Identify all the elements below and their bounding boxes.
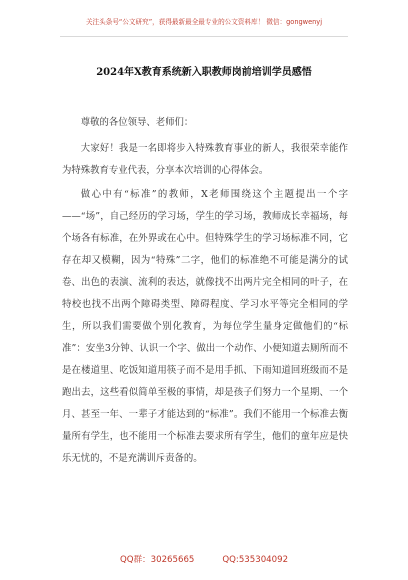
document-body [62, 112, 348, 470]
promo-header: 关注头条号“公文研究”，获得最新最全最专业的公文资料库！ 微信：gongwenyj [85, 18, 323, 26]
greeting: 尊敬的各位领导、老师们： [80, 117, 194, 128]
qq-group: QQ群：30265665 [119, 555, 195, 565]
document-title: 2024年X教育系统新入职教师岗前培训学员感悟 [96, 67, 312, 78]
paragraph-2: 做心中有“标准”的教师，X老师围绕这个主题提出一个字——“场”，自己经历的学习场，学生的学习场，教师成长幸福场，每个场各有标准，在外界或在心中。但特殊学生的学习场标准不同，它存在却又模糊，因为“特殊”二字，他们的标准绝不可能是满分的试卷、出色的表演、流利的表达，就像找不出两片完全相同的叶子，在特校也找不出两个障碍类型、障碍程度、学习水平等完全相同的学生，所以我们需要做个别化教育，为每位学生量身定做他们的“标准”：安坐3分钟、认识一个字、做出一个动作、小便知道去厕所而不是在楼道里、吃饭知道用筷子而不是用手抓、下雨知道回班级而不是跑出去，这些看似简单至极的事情，却是孩子们努力一个星期、一个月、甚至一年、一辈子才能达到的“标准”。我们不能用一个标准去衡量所有学生，也不能用一个标准去要求所有学生，他们的童年应是快乐无忧的，不是充满训斥责备的。 [62, 189, 348, 464]
contact-footer [0, 553, 408, 565]
paragraph-1: 大家好！我是一名即将步入特殊教育事业的新人，我很荣幸能作为特殊教育专业代表，分享本次培训的心得体会。 [62, 143, 348, 176]
qq-number: QQ:535304092 [222, 555, 289, 565]
header-divider [60, 36, 348, 37]
